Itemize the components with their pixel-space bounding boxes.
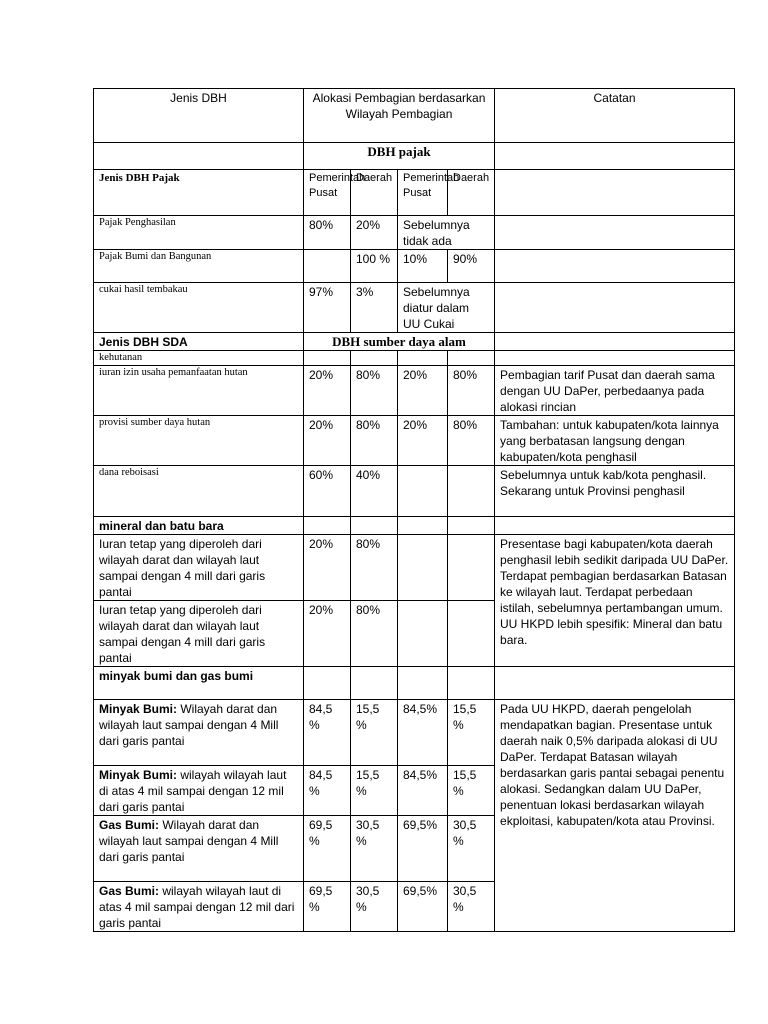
cell-value: 15,5 % xyxy=(448,700,495,766)
cell-note-inline: Sebelumnya tidak ada xyxy=(398,216,495,250)
section-title-sda: DBH sumber daya alam xyxy=(304,333,495,351)
migas-note: Pada UU HKPD, daerah pengelolah mendapatkan bagian. Presentase untuk daerah naik 0,5% daripada alokasi di UU DaPer. Terdapat Batasan wilayah berdasarkan garis pantai sebagai penentu alokasi. Sedangkan dalam UU DaPer, penentuan lokasi berdasarkan wilayah ekploitasi, kabupaten/kota atau Provinsi. xyxy=(495,700,735,932)
row-label-pajak: Jenis DBH Pajak xyxy=(94,170,304,216)
cell-value: 84,5% xyxy=(398,700,448,766)
table-row xyxy=(94,700,735,766)
row-note xyxy=(495,216,735,250)
row-name: Pajak Penghasilan xyxy=(94,216,304,250)
table-row xyxy=(94,366,735,416)
cell-value: 20% xyxy=(304,366,351,416)
header-catatan: Catatan xyxy=(495,89,735,143)
row-name: Gas Bumi: Wilayah darat dan wilayah laut sampai dengan 4 Mill dari garis pantai xyxy=(94,816,304,882)
subhead-pemerintah-pusat: Pemerintah Pusat xyxy=(304,170,351,216)
cell-value: 40% xyxy=(351,466,398,517)
row-note xyxy=(495,250,735,283)
row-name: provisi sumber daya hutan xyxy=(94,416,304,466)
row-note: Sebelumnya untuk kab/kota penghasil. Sekarang untuk Provinsi penghasil xyxy=(495,466,735,517)
cell-value: 15,5 % xyxy=(351,700,398,766)
subsection-migas: minyak bumi dan gas bumi xyxy=(94,667,304,700)
cell-value: 80% xyxy=(351,535,398,601)
cell-value: 100 % xyxy=(351,250,398,283)
cell-value: 20% xyxy=(398,366,448,416)
cell-value: 20% xyxy=(351,216,398,250)
cell-value: 69,5 % xyxy=(304,882,351,932)
cell-value: 84,5% xyxy=(398,766,448,816)
cell-value: 30,5 % xyxy=(448,816,495,882)
header-jenis: Jenis DBH xyxy=(94,89,304,143)
pajak-title-row xyxy=(94,143,735,170)
subhead-daerah: Daerah xyxy=(448,170,495,216)
subsection-kehutanan: kehutanan xyxy=(94,351,304,366)
subhead-pemerintah-pusat: Pemerintah Pusat xyxy=(398,170,448,216)
cell-value: 20% xyxy=(304,416,351,466)
row-note: Tambahan: untuk kabupaten/kota lainnya yang berbatasan langsung dengan kabupaten/kota penghasil xyxy=(495,416,735,466)
cell-value: 97% xyxy=(304,283,351,333)
cell-value: 30,5 % xyxy=(351,816,398,882)
subhead-daerah: Daerah xyxy=(351,170,398,216)
row-name: dana reboisasi xyxy=(94,466,304,517)
row-note: Pembagian tarif Pusat dan daerah sama dengan UU DaPer, perbedaanya pada alokasi rincian xyxy=(495,366,735,416)
subsection-mineral: mineral dan batu bara xyxy=(94,517,304,535)
cell-value: 90% xyxy=(448,250,495,283)
pajak-subhead-row xyxy=(94,170,735,216)
cell-value: 20% xyxy=(304,535,351,601)
row-name: cukai hasil tembakau xyxy=(94,283,304,333)
cell-value: 80% xyxy=(351,601,398,667)
cell-value: 80% xyxy=(448,416,495,466)
row-name: Minyak Bumi: Wilayah darat dan wilayah laut sampai dengan 4 Mill dari garis pantai xyxy=(94,700,304,766)
cell-value: 69,5% xyxy=(398,882,448,932)
subsection-row xyxy=(94,667,735,700)
table-row xyxy=(94,466,735,517)
cell-value: 80% xyxy=(448,366,495,416)
header-row xyxy=(94,89,735,143)
cell-note-inline: Sebelumnya diatur dalam UU Cukai xyxy=(398,283,495,333)
header-alokasi: Alokasi Pembagian berdasarkan Wilayah Pembagian xyxy=(304,89,495,143)
cell-value: 3% xyxy=(351,283,398,333)
row-note xyxy=(495,283,735,333)
row-name: Pajak Bumi dan Bangunan xyxy=(94,250,304,283)
cell-value: 60% xyxy=(304,466,351,517)
table-row xyxy=(94,416,735,466)
cell-value xyxy=(398,466,448,517)
cell-value: 20% xyxy=(398,416,448,466)
table-row xyxy=(94,283,735,333)
sda-title-row xyxy=(94,333,735,351)
cell-value xyxy=(304,250,351,283)
cell-value: 10% xyxy=(398,250,448,283)
subsection-row xyxy=(94,351,735,366)
cell-value: 80% xyxy=(304,216,351,250)
cell-value: 15,5 % xyxy=(448,766,495,816)
row-name: iuran izin usaha pemanfaatan hutan xyxy=(94,366,304,416)
dbh-comparison-table xyxy=(93,88,735,932)
table-row xyxy=(94,216,735,250)
row-name: Iuran tetap yang diperoleh dari wilayah darat dan wilayah laut sampai dengan 4 mill dari garis pantai xyxy=(94,535,304,601)
cell-value: 84,5 % xyxy=(304,700,351,766)
row-label-sda: Jenis DBH SDA xyxy=(94,333,304,351)
subsection-row xyxy=(94,517,735,535)
cell-value: 20% xyxy=(304,601,351,667)
cell-value: 69,5% xyxy=(398,816,448,882)
table-row xyxy=(94,250,735,283)
cell-value: 80% xyxy=(351,366,398,416)
cell-value: 30,5 % xyxy=(448,882,495,932)
section-title-pajak: DBH pajak xyxy=(304,143,495,170)
cell-value: 80% xyxy=(351,416,398,466)
mineral-note: Presentase bagi kabupaten/kota daerah penghasil lebih sedikit daripada UU DaPer. Terdapat pembagian berdasarkan Batasan ke wilayah laut. Terdapat perbedaan istilah, sebelumnya pertambangan umum. UU HKPD lebih spesifik: Mineral dan batu bara. xyxy=(495,535,735,667)
row-name: Gas Bumi: wilayah wilayah laut di atas 4 mil sampai dengan 12 mil dari garis pantai xyxy=(94,882,304,932)
cell-value xyxy=(448,466,495,517)
cell-value: 30,5 % xyxy=(351,882,398,932)
row-name: Iuran tetap yang diperoleh dari wilayah darat dan wilayah laut sampai dengan 4 mill dari garis pantai xyxy=(94,601,304,667)
cell-value: 84,5 % xyxy=(304,766,351,816)
table-row xyxy=(94,535,735,601)
cell-value: 15,5 % xyxy=(351,766,398,816)
row-name: Minyak Bumi: wilayah wilayah laut di atas 4 mil sampai dengan 12 mil dari garis pantai xyxy=(94,766,304,816)
cell-value: 69,5 % xyxy=(304,816,351,882)
